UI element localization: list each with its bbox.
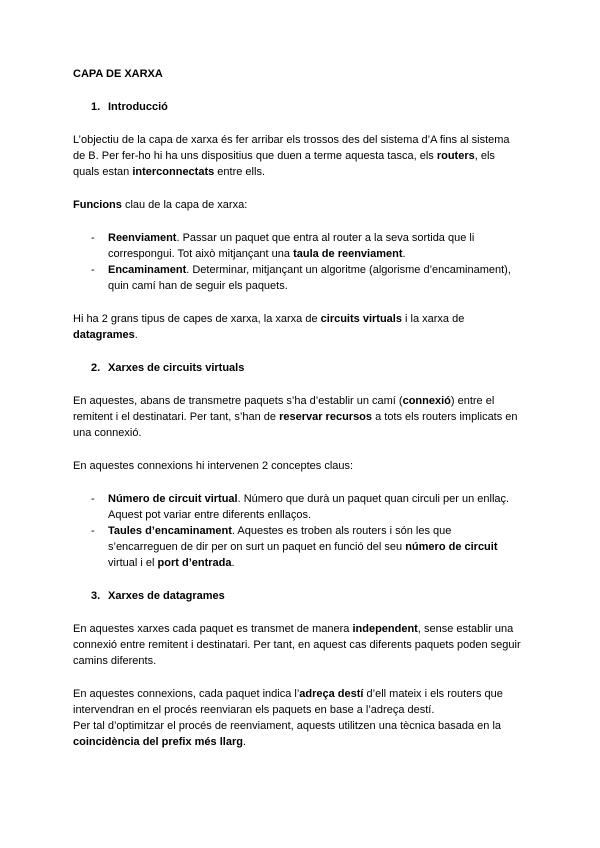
section-number: 2. — [91, 362, 101, 374]
text-run: i la xarxa de — [401, 313, 465, 325]
bold-text: Taules d’encaminament — [108, 525, 232, 537]
text-run: ) entre el remitent i el destinatari. Per tant, s’han de — [73, 395, 495, 423]
dash-bullet: - — [91, 232, 95, 244]
text-run: . Determinar, mitjançant un algoritme (algorisme d’encaminament), quin camí han de seguir els paquets. — [108, 264, 511, 292]
text-run: L’objectiu de la capa de xarxa és fer arribar els trossos des del sistema d’A fins al sistema de B. Per fer-ho hi ha uns dispositius que duen a terme aquesta tasca, els — [73, 134, 510, 162]
dash-bullet: - — [91, 493, 95, 505]
bold-text: número de circuit — [405, 541, 498, 553]
list-item-text — [108, 262, 523, 294]
list-item-text — [108, 491, 523, 523]
text-run: . Número que durà un paquet quan circuli per un enllaç. Aquest pot variar entre diferents enllaços. — [108, 493, 510, 521]
section-title: Introducció — [108, 101, 168, 113]
paragraph — [73, 686, 523, 718]
bold-text: taula de reenviament — [293, 248, 403, 260]
bold-text: reservar recursos — [279, 411, 373, 423]
text-run: . — [134, 329, 138, 341]
bold-text: circuits virtuals — [320, 313, 402, 325]
paragraph — [73, 311, 523, 343]
section-number: 1. — [91, 101, 101, 113]
paragraph — [73, 197, 523, 213]
list-item — [91, 262, 523, 294]
text-run: En aquestes connexions, cada paquet indica l’ — [73, 688, 300, 700]
bold-text: datagrames — [73, 329, 135, 341]
list-item-text — [108, 230, 523, 262]
bold-text: connexió — [402, 395, 451, 407]
text-run: . — [242, 736, 247, 748]
text-run: Hi ha 2 grans tipus de capes de xarxa, la xarxa de — [73, 313, 321, 325]
bold-text: Número de circuit virtual — [108, 493, 238, 505]
list-item — [91, 491, 523, 523]
bullet-list — [91, 230, 523, 294]
text-run: . Passar un paquet que entra al router a la seva sortida que li correspongui. Tot això mitjançant una — [108, 232, 475, 260]
section-number: 3. — [91, 590, 101, 602]
text-run: En aquestes, abans de transmetre paquets s’ha d’establir un camí ( — [73, 395, 403, 407]
section-heading-2 — [91, 360, 523, 376]
paragraph — [73, 132, 523, 180]
list-item — [91, 523, 523, 571]
bold-text: Reenviament — [108, 232, 177, 244]
bold-text: Funcions — [73, 199, 122, 211]
section-heading-1 — [91, 99, 523, 115]
bold-text: Encaminament — [108, 264, 187, 276]
bold-text: port d’entrada — [157, 557, 232, 569]
list-item — [91, 230, 523, 262]
bold-text: independent — [352, 623, 418, 635]
section-title: Xarxes de circuits virtuals — [108, 362, 245, 374]
text-run: . — [231, 557, 235, 569]
text-run: d’ell mateix i els routers que intervendran en el procés reenviaran els paquets en base a l’adreça destí. — [73, 688, 503, 716]
text-run: En aquestes xarxes cada paquet es transmet de manera — [73, 623, 353, 635]
dash-bullet: - — [91, 264, 95, 276]
paragraph: En aquestes connexions hi intervenen 2 conceptes claus: — [73, 460, 354, 472]
text-run: . Aquestes es troben als routers i són les que s’encarreguen de dir per on surt un paquet en funció del seu — [108, 525, 452, 553]
bold-text: interconnectats — [132, 166, 215, 178]
text-run: clau de la capa de xarxa: — [121, 199, 248, 211]
text-run: . — [402, 248, 406, 260]
text-run: virtual i el — [108, 557, 158, 569]
text-run: a tots els routers implicats en una connexió. — [73, 411, 518, 439]
bold-text: adreça destí — [299, 688, 364, 700]
paragraph — [73, 718, 523, 750]
section-heading-3 — [91, 588, 523, 604]
text-run: Per tal d’optimitzar el procés de reenviament, aquests utilitzen una tècnica basada en la — [73, 720, 502, 732]
text-run: , sense establir una connexió entre remitent i destinatari. Per tant, en aquest cas diferents paquets poden seguir camins diferents. — [73, 623, 521, 667]
bold-text: routers — [436, 150, 475, 162]
dash-bullet: - — [91, 525, 95, 537]
section-title: Xarxes de datagrames — [108, 590, 225, 602]
bullet-list — [91, 491, 523, 571]
document-title: CAPA DE XARXA — [73, 68, 163, 80]
text-run: entre ells. — [214, 166, 265, 178]
text-run: , els quals estan — [73, 150, 495, 178]
bold-text: coincidència del prefix més llarg — [73, 736, 243, 748]
paragraph — [73, 621, 523, 669]
document-page — [73, 66, 523, 767]
paragraph — [73, 393, 523, 441]
list-item-text — [108, 523, 523, 571]
